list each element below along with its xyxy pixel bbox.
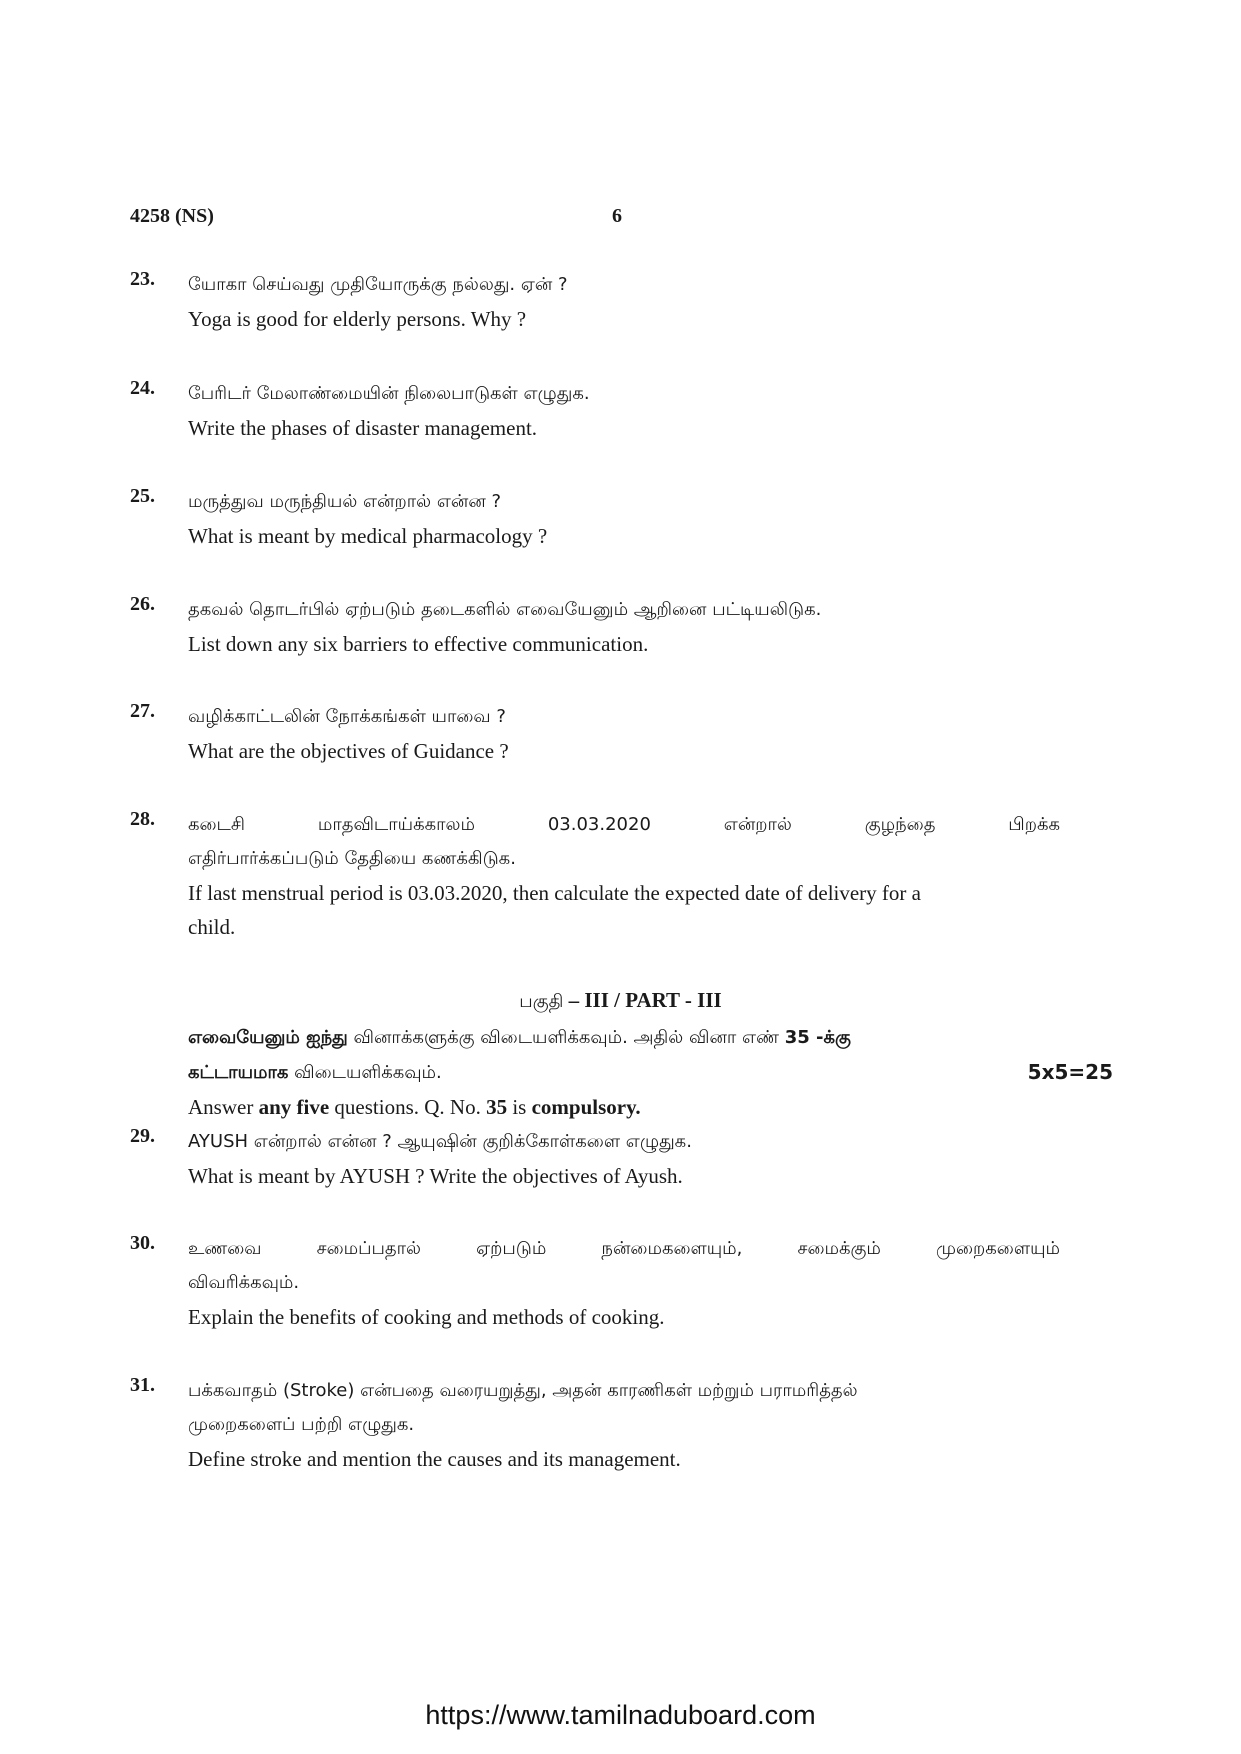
question-number: 29. bbox=[130, 1125, 155, 1147]
question-text-english: Write the phases of disaster management. bbox=[188, 416, 538, 440]
instruction-text: is bbox=[507, 1095, 532, 1119]
page-number: 6 bbox=[612, 205, 622, 227]
section-title bbox=[0, 988, 1241, 1014]
instruction-tamil-line1 bbox=[188, 1020, 1113, 1055]
question-text-english: child. bbox=[188, 915, 236, 939]
question-number: 28. bbox=[130, 808, 155, 830]
question-text-tamil: எதிர்பார்க்கப்படும் தேதியை கணக்கிடுக. bbox=[188, 848, 516, 869]
section-title-tamil: பகுதி bbox=[519, 991, 564, 1012]
question-text-tamil: மருத்துவ மருந்தியல் என்றால் என்ன ? bbox=[188, 491, 502, 512]
question-text-english: If last menstrual period is 03.03.2020, then calculate the expected date of delivery for a bbox=[188, 881, 921, 905]
instruction-tamil-line2 bbox=[188, 1055, 1113, 1090]
instruction-emphasis: கட்டாயமாக bbox=[188, 1062, 289, 1083]
question-text-english: Define stroke and mention the causes and its management. bbox=[188, 1447, 681, 1471]
question-26 bbox=[130, 593, 1060, 661]
question-number: 23. bbox=[130, 268, 155, 290]
question-number: 31. bbox=[130, 1374, 155, 1396]
instruction-emphasis: compulsory. bbox=[531, 1095, 641, 1119]
instruction-text: questions. Q. No. bbox=[329, 1095, 487, 1119]
question-text-tamil: வழிக்காட்டலின் நோக்கங்கள் யாவை ? bbox=[188, 706, 506, 727]
instruction-emphasis: எவையேனும் ஐந்து bbox=[188, 1027, 348, 1048]
question-31 bbox=[130, 1374, 1060, 1476]
question-text-english: Yoga is good for elderly persons. Why ? bbox=[188, 307, 527, 331]
question-text-tamil: பக்கவாதம் (Stroke) என்பதை வரையறுத்து, அதன் காரணிகள் மற்றும் பராமரித்தல் bbox=[188, 1380, 858, 1401]
instruction-text: வினாக்களுக்கு விடையளிக்கவும். அதில் வினா எண் bbox=[347, 1027, 785, 1048]
instruction-emphasis: 35 bbox=[486, 1095, 508, 1119]
question-text-tamil: AYUSH என்றால் என்ன ? ஆயுஷின் குறிக்கோள்களை எழுதுக. bbox=[188, 1131, 692, 1152]
question-number: 30. bbox=[130, 1232, 155, 1254]
section-instructions bbox=[188, 1020, 1113, 1125]
question-30 bbox=[130, 1232, 1060, 1334]
question-number: 26. bbox=[130, 593, 155, 615]
question-29 bbox=[130, 1125, 1060, 1193]
question-text-tamil: தகவல் தொடர்பில் ஏற்படும் தடைகளில் எவையேனும் ஆறினை பட்டியலிடுக. bbox=[188, 599, 822, 620]
question-text-english: List down any six barriers to effective communication. bbox=[188, 632, 649, 656]
marks-allocation: 5x5=25 bbox=[1027, 1060, 1113, 1084]
question-text-english: What are the objectives of Guidance ? bbox=[188, 739, 509, 763]
question-text-english: Explain the benefits of cooking and methods of cooking. bbox=[188, 1305, 665, 1329]
question-text-tamil: கடைசி மாதவிடாய்க்காலம் 03.03.2020 என்றால் குழந்தை பிறக்க bbox=[188, 814, 1060, 835]
section-title-english: – III / PART - III bbox=[568, 988, 722, 1012]
question-text-tamil: விவரிக்கவும். bbox=[188, 1272, 300, 1293]
question-text-tamil: யோகா செய்வது முதியோருக்கு நல்லது. ஏன் ? bbox=[188, 274, 568, 295]
page-header bbox=[130, 205, 1110, 235]
footer-url: https://www.tamilnaduboard.com bbox=[425, 1700, 816, 1730]
paper-code: 4258 (NS) bbox=[130, 205, 214, 227]
question-number: 25. bbox=[130, 485, 155, 507]
question-text-tamil: முறைகளைப் பற்றி எழுதுக. bbox=[188, 1414, 415, 1435]
question-27 bbox=[130, 700, 1060, 768]
instruction-english bbox=[188, 1090, 1113, 1125]
question-24 bbox=[130, 377, 1060, 445]
question-25 bbox=[130, 485, 1060, 553]
question-23 bbox=[130, 268, 1060, 336]
instruction-emphasis: any five bbox=[258, 1095, 330, 1119]
question-text-english: What is meant by medical pharmacology ? bbox=[188, 524, 548, 548]
question-28 bbox=[130, 808, 1060, 944]
question-text-english: What is meant by AYUSH ? Write the objectives of Ayush. bbox=[188, 1164, 683, 1188]
instruction-text: விடையளிக்கவும். bbox=[288, 1062, 442, 1083]
question-number: 24. bbox=[130, 377, 155, 399]
instruction-text: Answer bbox=[188, 1095, 259, 1119]
question-text-tamil: பேரிடர் மேலாண்மையின் நிலைபாடுகள் எழுதுக. bbox=[188, 383, 590, 404]
question-text-tamil: உணவை சமைப்பதால் ஏற்படும் நன்மைகளையும், சமைக்கும் முறைகளையும் bbox=[188, 1238, 1060, 1259]
instruction-emphasis: 35 -க்கு bbox=[784, 1027, 851, 1048]
question-number: 27. bbox=[130, 700, 155, 722]
